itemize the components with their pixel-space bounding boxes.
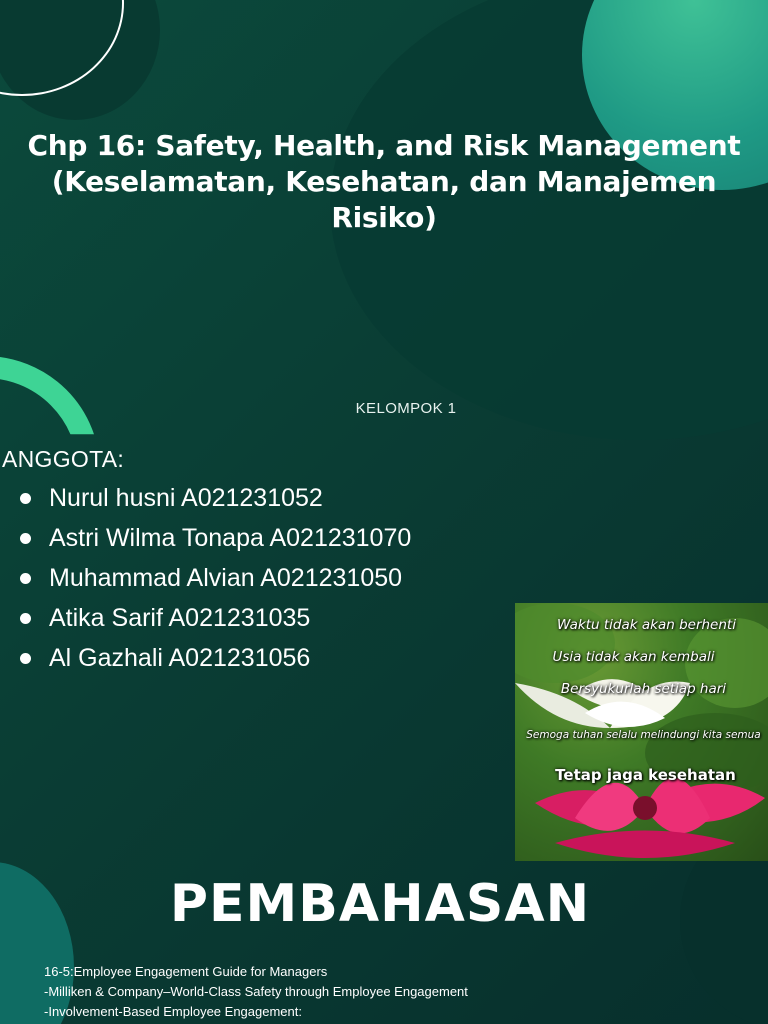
member-item	[18, 558, 411, 598]
bullet-icon	[20, 493, 31, 504]
members-heading: ANGGOTA:	[2, 446, 125, 472]
bullet-icon	[20, 653, 31, 664]
bullet-icon	[20, 573, 31, 584]
lotus-greeting-image	[515, 603, 768, 861]
picture-caption: Tetap jaga kesehatan	[555, 766, 736, 784]
member-name: Astri Wilma Tonapa A021231070	[49, 524, 412, 552]
member-item	[18, 518, 411, 558]
picture-caption: Waktu tidak akan berhenti	[557, 617, 736, 633]
member-name: Muhammad Alvian A021231050	[49, 564, 403, 592]
picture-caption: Bersyukurlah setiap hari	[560, 681, 727, 697]
picture-caption: Usia tidak akan kembali	[552, 649, 715, 665]
member-item	[18, 598, 411, 638]
topics-list	[44, 962, 468, 1022]
member-name: Atika Sarif A021231035	[49, 604, 311, 632]
member-item	[18, 478, 411, 518]
group-label: KELOMPOK 1	[355, 400, 457, 417]
member-item	[18, 638, 411, 678]
member-name: Al Gazhali A021231056	[49, 644, 311, 672]
topic-item: -Milliken & Company–World-Class Safety through Employee Engagement	[44, 984, 468, 999]
topic-item: -Involvement-Based Employee Engagement:	[44, 1004, 302, 1019]
slide-title: Chp 16: Safety, Health, and Risk Management (Keselamatan, Kesehatan, dan Manajemen Risiko)	[27, 129, 741, 234]
topic-item: 16-5:Employee Engagement Guide for Managers	[44, 964, 328, 979]
members-list	[18, 478, 411, 678]
bullet-icon	[20, 533, 31, 544]
section-title: PEMBAHASAN	[169, 874, 591, 934]
picture-caption: Semoga tuhan selalu melindungi kita semua	[526, 729, 761, 741]
bullet-icon	[20, 613, 31, 624]
member-name: Nurul husni A021231052	[49, 484, 323, 512]
